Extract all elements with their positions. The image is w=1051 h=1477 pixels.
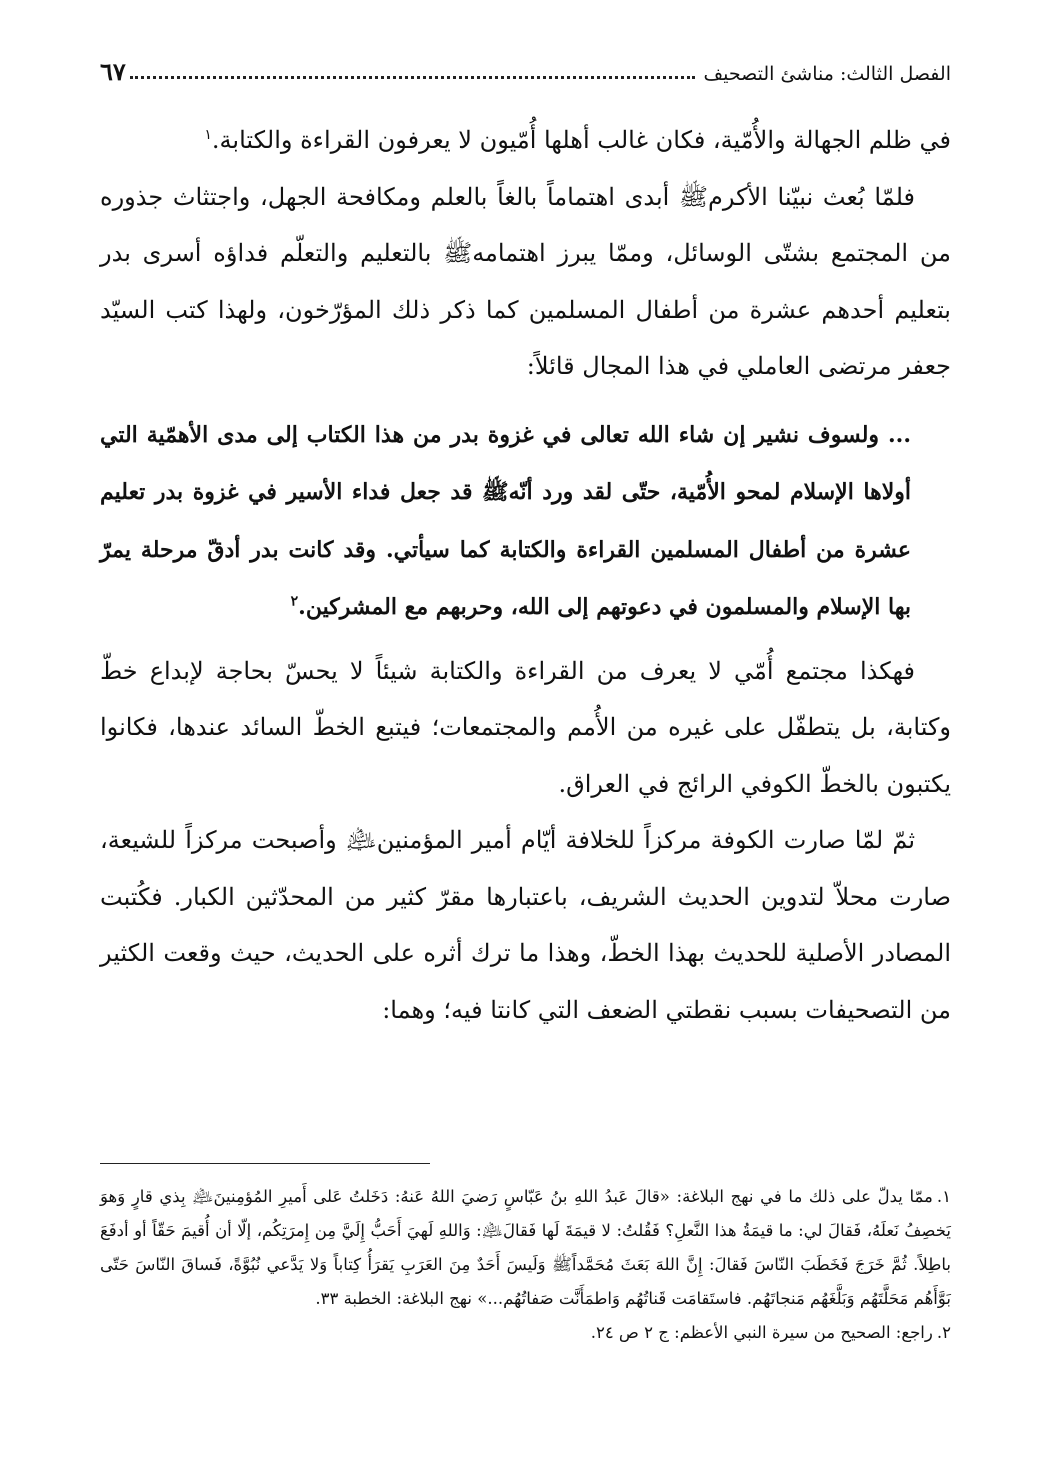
footnote-1 — [100, 1180, 951, 1316]
block-quote — [100, 407, 911, 637]
page-number: ٦٧ — [100, 57, 126, 86]
footnote-2-number: ٢. — [936, 1323, 951, 1342]
main-text — [100, 112, 951, 1038]
leader-dots — [130, 76, 696, 79]
block-quote-text: ... ولسوف نشير إن شاء الله تعالى في غزوة بدر من هذا الكتاب إلى مدى الأهمّية التي أولاها الإسلام لمحو الأُمّية، حتّى لقد ورد أنّهﷺ قد جعل فداء الأسير في غزوة بدر تعليم عشرة من أطفال المسلمين القراءة والكتابة كما سيأتي. وقد كانت بدر أدقّ مرحلة يمرّ بها الإسلام والمسلمون في دعوتهم إلى الله، وحربهم مع المشركين. — [100, 421, 911, 620]
footnote-ref-2: ٢ — [290, 593, 299, 610]
footnotes — [100, 1180, 951, 1350]
footnote-1-text: ممّا يدلّ على ذلك ما في نهج البلاغة: «قالَ عَبدُ اللهِ بنُ عَبّاسٍ رَضيَ اللهُ عَنهُ: دَخَلتُ عَلى أَميرِ المُؤمِنينَ﵇ بِذي قارٍ وَهوَ يَخصِفُ نَعلَهُ، فَقالَ لي: ما قيمَةُ هذا النَّعلِ؟ فَقُلتُ: لا قيمَةَ لَها فَقالَ﵇: وَاللهِ لَهيَ أَحَبُّ إِلَيَّ مِن إِمرَتِكُم، إلّا أن أُقيمَ حَقّاً أو أدفَعَ باطِلاً. ثُمَّ خَرَجَ فَخَطَبَ النّاسَ فَقالَ: إِنَّ اللهَ بَعَثَ مُحَمَّداًﷺ وَلَيسَ أَحَدٌ مِنَ العَرَبِ يَقرَأُ كِتاباً وَلا يَدَّعي نُبُوَّةً، فَساقَ النّاسَ حَتّى بَوَّأَهُم مَحَلَّتَهُم وَبَلَّغَهُم مَنجاتَهُم. فاستَقامَت قَناتُهُم وَاطمَأَنَّت صَفاتُهُم...» نهج البلاغة: الخطبة ٣٣. — [100, 1187, 951, 1308]
footnote-2 — [100, 1316, 951, 1350]
footnote-1-number: ١. — [936, 1187, 951, 1206]
paragraph-1 — [100, 112, 951, 169]
paragraph-2: فلمّا بُعث نبيّنا الأكرمﷺ أبدى اهتماماً بالغاً بالعلم ومكافحة الجهل، واجتثاث جذوره من المجتمع بشتّى الوسائل، وممّا يبرز اهتمامهﷺ بالتعليم والتعلّم فداؤه أسرى بدر بتعليم أحدهم عشرة من أطفال المسلمين كما ذكر ذلك المؤرّخون، ولهذا كتب السيّد جعفر مرتضى العاملي في هذا المجال قائلاً: — [100, 182, 951, 380]
footnote-separator — [100, 1163, 430, 1164]
book-page — [100, 0, 951, 1477]
paragraph-4: ثمّ لمّا صارت الكوفة مركزاً للخلافة أيّام أمير المؤمنين﵇ وأصبحت مركزاً للشيعة، صارت محلاّ لتدوين الحديث الشريف، باعتبارها مقرّ كثير من المحدّثين الكبار. فكُتبت المصادر الأصلية للحديث بهذا الخطّ، وهذا ما ترك أثره على الحديث، حيث وقعت الكثير من التصحيفات بسبب نقطتي الضعف التي كانتا فيه؛ وهما: — [100, 826, 952, 1024]
paragraph-1-text: في ظلم الجهالة والأُمّية، فكان غالب أهلها أُمّيون لا يعرفون القراءة والكتابة. — [211, 126, 951, 154]
footnote-2-text: راجع: الصحيح من سيرة النبي الأعظم: ج ٢ ص ٢٤. — [590, 1323, 933, 1342]
chapter-title: الفصل الثالث: مناشئ التصحيف — [703, 63, 951, 85]
footnote-ref-1: ١ — [204, 127, 212, 143]
running-header — [100, 44, 951, 84]
paragraph-3: فهكذا مجتمع أُمّي لا يعرف من القراءة والكتابة شيئاً لا يحسّ بحاجة لإبداع خطّ وكتابة، بل يتطفّل على غيره من الأُمم والمجتمعات؛ فيتبع الخطّ السائد عندها، فكانوا يكتبون بالخطّ الكوفي الرائج في العراق. — [100, 656, 951, 798]
